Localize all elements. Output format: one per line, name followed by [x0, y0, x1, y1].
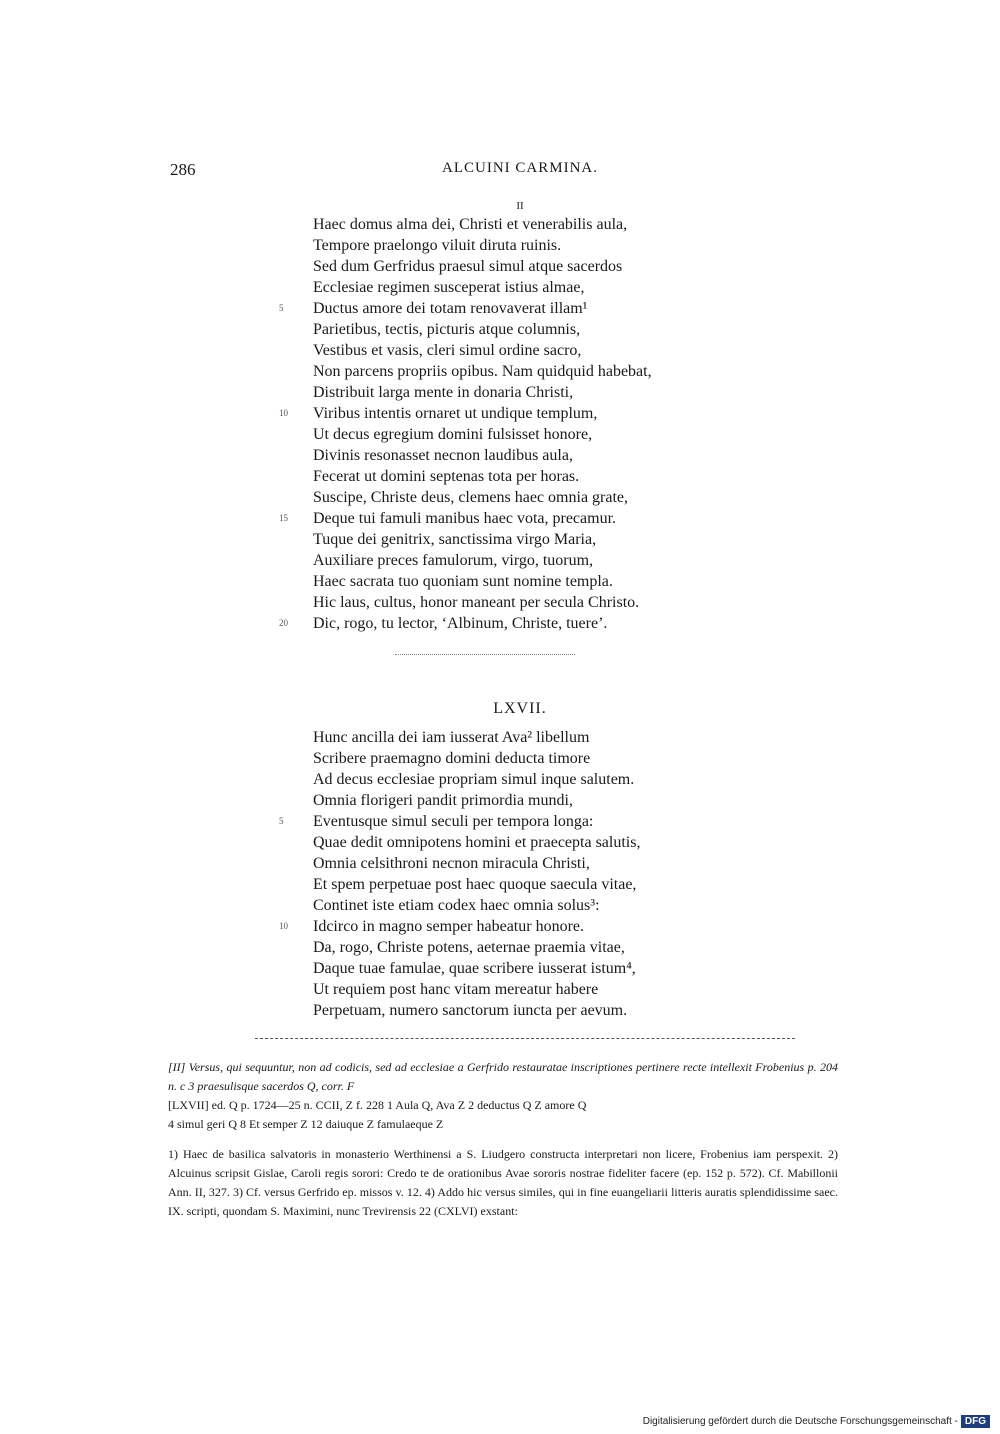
- verse-text: Ut decus egregium domini fulsisset honore,: [313, 426, 593, 443]
- verse-text: Haec sacrata tuo quoniam sunt nomine templa.: [313, 573, 613, 590]
- poem-ii: [279, 214, 652, 634]
- verse-line: [313, 592, 652, 613]
- section-mark: II: [516, 200, 524, 212]
- poem-heading: LXVII.: [493, 700, 547, 717]
- line-number: 15: [279, 513, 288, 523]
- verse-line: [313, 853, 640, 874]
- verse-line: [279, 508, 652, 529]
- verse-line: [313, 874, 640, 895]
- verse-line: [313, 340, 652, 361]
- apparatus-line: [II] Versus, qui sequuntur, non ad codicis, sed ad ecclesiae a Gerfrido restauratae inscriptiones pertinere recte intellexit Frobenius p. 204 n. c 3 praesulisque sacerdos Q, corr. F: [168, 1060, 838, 1093]
- verse-text: Dic, rogo, tu lector, ‘Albinum, Christe, tuere’.: [313, 615, 608, 632]
- verse-line: [313, 979, 640, 1000]
- verse-line: [279, 403, 652, 424]
- verse-text: Ecclesiae regimen susceperat istius almae,: [313, 279, 585, 296]
- verse-line: [313, 445, 652, 466]
- verse-line: [313, 958, 640, 979]
- apparatus-line: 4 simul geri Q 8 Et semper Z 12 daiuque Z famulaeque Z: [168, 1117, 444, 1131]
- verse-line: [313, 382, 652, 403]
- running-title: ALCUINI CARMINA.: [442, 160, 598, 176]
- verse-line: [313, 571, 652, 592]
- verse-line: [313, 256, 652, 277]
- line-number: 10: [279, 408, 288, 418]
- footnote-rule: [255, 1038, 795, 1039]
- line-number: 20: [279, 618, 288, 628]
- verse-line: [313, 748, 640, 769]
- line-number: 10: [279, 921, 288, 931]
- verse-text: Quae dedit omnipotens homini et praecepta salutis,: [313, 834, 641, 851]
- apparatus-line: [LXVII] ed. Q p. 1724—25 n. CCII, Z f. 228 1 Aula Q, Ava Z 2 deductus Q Z amore Q: [168, 1098, 587, 1112]
- verse-line: [313, 727, 640, 748]
- line-number: 5: [279, 816, 284, 826]
- verse-text: Vestibus et vasis, cleri simul ordine sacro,: [313, 342, 582, 359]
- verse-line: [313, 769, 640, 790]
- poem-lxvii: [279, 727, 641, 1021]
- verse-text: Idcirco in magno semper habeatur honore.: [313, 918, 585, 935]
- verse-text: Tempore praelongo viluit diruta ruinis.: [313, 237, 562, 254]
- line-number: 5: [279, 303, 284, 313]
- verse-line: [313, 529, 652, 550]
- verse-line: [313, 895, 640, 916]
- footnote-text: 1) Haec de basilica salvatoris in monasterio Werthinensi a S. Liudgero constructa interpretari non licere, Frobenius iam perspexit. 2) Alcuinus scripsit Gislae, Caroli regis sorori: Credo te de orationibus Avae sororis nostrae fideliter facere (ep. 152 p. 572). Cf. Mabillonii Ann. II, 327. 3) Cf. versus Gerfrido ep. missos v. 12. 4) Addo hic versus similes, qui in fine euangeliarii litteris auratis splendidissime saec. IX. scripti, quondam S. Maximini, nunc Trevirensis 22 (CXLVI) exstant:: [168, 1147, 838, 1218]
- verse-text: Omnia celsithroni necnon miracula Christi,: [313, 855, 590, 872]
- verse-text: Ductus amore dei totam renovaverat illam¹: [313, 300, 588, 317]
- verse-text: Parietibus, tectis, picturis atque columnis,: [313, 321, 581, 338]
- verse-text: Divinis resonasset necnon laudibus aula,: [313, 447, 573, 464]
- page-number: 286: [170, 160, 196, 179]
- dfg-logo: DFG: [961, 1415, 990, 1428]
- footnotes: [168, 1145, 838, 1221]
- verse-text: Haec domus alma dei, Christi et venerabilis aula,: [313, 216, 628, 233]
- verse-text: Deque tui famuli manibus haec vota, precamur.: [313, 510, 617, 527]
- verse-line: [279, 811, 640, 832]
- verse-line: [313, 361, 652, 382]
- verse-text: Auxiliare preces famulorum, virgo, tuorum,: [313, 552, 594, 569]
- verse-text: Omnia florigeri pandit primordia mundi,: [313, 792, 573, 809]
- verse-text: Fecerat ut domini septenas tota per horas.: [313, 468, 580, 485]
- verse-line: [279, 916, 640, 937]
- verse-line: [313, 235, 652, 256]
- verse-text: Hunc ancilla dei iam iusserat Ava² libellum: [313, 729, 590, 746]
- critical-apparatus: [168, 1058, 838, 1134]
- verse-text: Non parcens propriis opibus. Nam quidquid habebat,: [313, 363, 652, 380]
- verse-text: Scribere praemagno domini deducta timore: [313, 750, 591, 767]
- section-separator: [395, 654, 575, 655]
- verse-line: [313, 424, 652, 445]
- verse-text: Continet iste etiam codex haec omnia solus³:: [313, 897, 600, 914]
- verse-text: Ad decus ecclesiae propriam simul inque salutem.: [313, 771, 635, 788]
- verse-line: [313, 214, 652, 235]
- verse-line: [279, 298, 652, 319]
- verse-line: [313, 937, 640, 958]
- verse-text: Da, rogo, Christe potens, aeternae praemia vitae,: [313, 939, 625, 956]
- verse-text: Sed dum Gerfridus praesul simul atque sacerdos: [313, 258, 623, 275]
- verse-text: Distribuit larga mente in donaria Christi,: [313, 384, 574, 401]
- verse-line: [313, 550, 652, 571]
- verse-line: [313, 790, 640, 811]
- verse-text: Viribus intentis ornaret ut undique templum,: [313, 405, 598, 422]
- footer-credit-text: Digitalisierung gefördert durch die Deutsche Forschungsgemeinschaft -: [642, 1416, 958, 1427]
- verse-text: Hic laus, cultus, honor maneant per secula Christo.: [313, 594, 640, 611]
- verse-line: [279, 613, 652, 634]
- verse-line: [313, 1000, 640, 1021]
- verse-line: [313, 487, 652, 508]
- verse-line: [313, 277, 652, 298]
- verse-text: Daque tuae famulae, quae scribere iusserat istum⁴,: [313, 960, 636, 977]
- verse-text: Tuque dei genitrix, sanctissima virgo Maria,: [313, 531, 597, 548]
- verse-line: [313, 832, 640, 853]
- verse-line: [313, 466, 652, 487]
- verse-line: [313, 319, 652, 340]
- verse-text: Perpetuam, numero sanctorum iuncta per aevum.: [313, 1002, 628, 1019]
- verse-text: Ut requiem post hanc vitam mereatur habere: [313, 981, 599, 998]
- footer-credit: [643, 1415, 990, 1428]
- verse-text: Et spem perpetuae post haec quoque saecula vitae,: [313, 876, 637, 893]
- verse-text: Eventusque simul seculi per tempora longa:: [313, 813, 594, 830]
- verse-text: Suscipe, Christe deus, clemens haec omnia grate,: [313, 489, 629, 506]
